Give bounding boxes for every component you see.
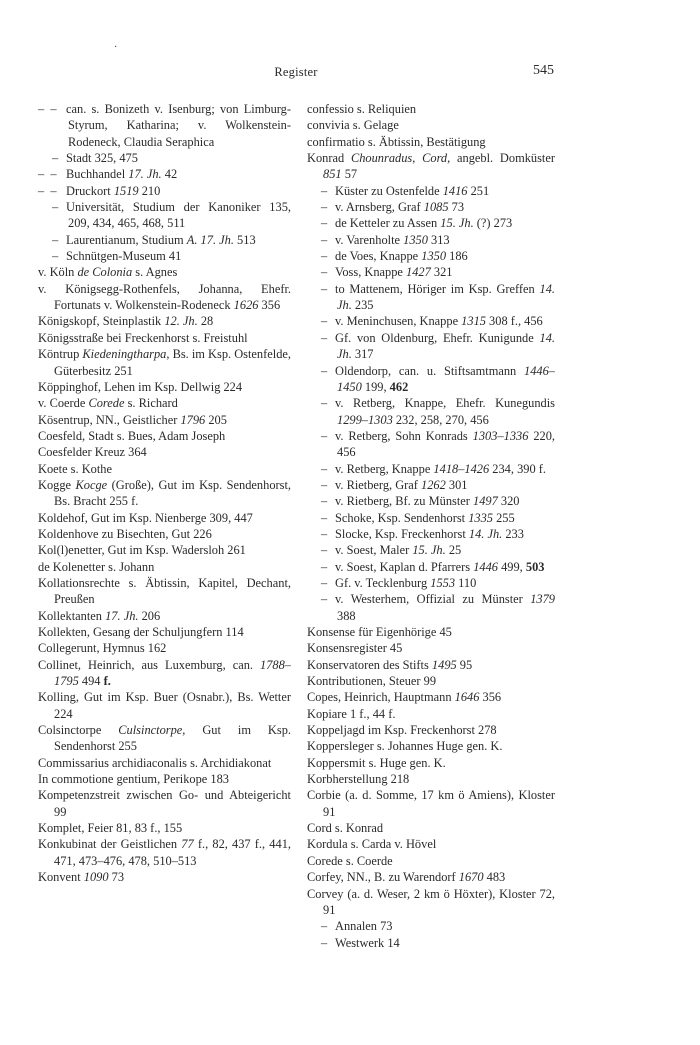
index-entry: – v. Arnsberg, Graf 1085 73	[321, 200, 465, 215]
index-entry: Cord s. Konrad	[307, 821, 384, 836]
dash-marker: –	[321, 494, 328, 509]
index-entry: – v. Retberg, Sohn Konrads 1303–1336 220, 456	[321, 428, 556, 460]
index-entry: – Laurentianum, Studium A. 17. Jh. 513	[52, 232, 256, 247]
index-entry: – – Druckort 1519 210	[38, 183, 161, 198]
index-entry: Korbherstellung 218	[307, 772, 410, 787]
index-entry: – Westwerk 14	[321, 935, 400, 950]
index-entry: Königsstraße bei Freckenhorst s. Freistuhl	[38, 330, 248, 345]
index-entry: Konservatoren des Stifts 1495 95	[307, 657, 473, 672]
index-entry: de Kolenetter s. Johann	[38, 559, 155, 574]
index-entry: Commissarius archidiaconalis s. Archidiakonat	[38, 755, 272, 770]
index-entry: Koppersmit s. Huge gen. K.	[307, 755, 446, 770]
index-entry: – de Ketteler zu Assen 15. Jh. (?) 273	[321, 216, 513, 231]
index-entry: Köntrup Kiedeningtharpa, Bs. im Ksp. Ostenfelde, Güterbesitz 251	[38, 347, 291, 378]
page-title: Register	[274, 65, 318, 79]
index-entry: v. Köln de Colonia s. Agnes	[38, 265, 178, 280]
index-entry: Kogge Kocge (Große), Gut im Ksp. Sendenhorst, Bs. Bracht 255 f.	[38, 477, 292, 509]
dash-marker: –	[321, 330, 328, 345]
index-entry: Colsinctorpe Culsinctorpe, Gut im Ksp. Sendenhorst 255	[38, 723, 291, 754]
index-entry: – v. Meninchusen, Knappe 1315 308 f., 456	[321, 314, 543, 329]
index-entry: Kordula s. Carda v. Hövel	[307, 837, 437, 852]
index-entry: – Schoke, Ksp. Sendenhorst 1335 255	[321, 510, 515, 525]
index-entry: Kollationsrechte s. Äbtissin, Kapitel, Dechant, Preußen	[38, 575, 291, 607]
index-entry: Copes, Heinrich, Hauptmann 1646 356	[307, 690, 502, 705]
dash-marker: –	[321, 919, 328, 934]
index-entry: Konsense für Eigenhörige 45	[307, 625, 452, 639]
index-entry: Koete s. Kothe	[38, 461, 112, 476]
index-entry: – Stadt 325, 475	[52, 151, 138, 166]
dash-marker: –	[321, 428, 328, 443]
dash-marker: –	[321, 232, 328, 247]
index-entry: – v. Rietberg, Graf 1262 301	[321, 477, 468, 492]
index-entry: Konkubinat der Geistlichen 77 f., 82, 437 f., 441, 471, 473–476, 478, 510–513	[38, 837, 291, 868]
index-entry: – Universität, Studium der Kanoniker 135, 209, 434, 465, 468, 511	[52, 200, 291, 231]
index-entry: Kopiare 1 f., 44 f.	[307, 706, 396, 721]
index-entry: Kol(l)enetter, Gut im Ksp. Wadersloh 261	[38, 543, 246, 558]
index-entry: Konrad Chounradus, Cord, angebl. Domküster 851 57	[307, 151, 555, 182]
index-entry: Koppeljagd im Ksp. Freckenhorst 278	[307, 723, 497, 738]
index-entry: Kösentrup, NN., Geistlicher 1796 205	[38, 412, 227, 427]
index-entry: – de Voes, Knappe 1350 186	[321, 249, 468, 264]
index-entry: Koldehof, Gut im Ksp. Nienberge 309, 447	[38, 510, 253, 525]
dash-marker: –	[321, 396, 328, 411]
index-entry: Corfey, NN., B. zu Warendorf 1670 483	[307, 870, 506, 885]
index-entry: – Voss, Knappe 1427 321	[321, 265, 453, 280]
index-entry: v. Coerde Corede s. Richard	[38, 396, 178, 411]
page-number: 545	[533, 63, 554, 78]
dash-marker: –	[52, 232, 59, 247]
index-entry: Collegerunt, Hymnus 162	[38, 641, 167, 656]
index-entry: Kontributionen, Steuer 99	[307, 674, 437, 689]
dash-marker: –	[321, 477, 328, 492]
index-entry: – v. Retberg, Knappe 1418–1426 234, 390 f.	[321, 461, 546, 476]
index-column-right	[307, 101, 555, 951]
index-entry: – to Mattenem, Höriger im Ksp. Greffen 14. Jh. 235	[321, 281, 555, 313]
index-entry: – Gf. v. Tecklenburg 1553 110	[321, 575, 477, 590]
index-entry: – – Buchhandel 17. Jh. 42	[38, 167, 178, 182]
dash-marker: –	[321, 265, 328, 280]
index-entry: – v. Westerhem, Offizial zu Münster 1379 388	[321, 592, 555, 623]
index-entry: – v. Soest, Kaplan d. Pfarrers 1446 499, 503	[321, 559, 545, 574]
dash-marker: –	[52, 151, 59, 166]
index-entry: – Gf. von Oldenburg, Ehefr. Kunigunde 14. Jh. 317	[321, 330, 555, 362]
dash-marker: – –	[38, 167, 57, 182]
index-entry: – – can. s. Bonizeth v. Isenburg; von Limburg-Styrum, Katharina; v. Wolkenstein-Rodeneck, Claudia Seraphica	[38, 102, 291, 149]
dash-marker: –	[321, 510, 328, 525]
index-entry: Coesfelder Kreuz 364	[38, 445, 147, 460]
dash-marker: –	[321, 314, 328, 329]
index-entry: Coesfeld, Stadt s. Bues, Adam Joseph	[38, 428, 226, 443]
dash-marker: –	[52, 200, 59, 215]
index-entry: confessio s. Reliquien	[307, 102, 417, 116]
dash-marker: – –	[38, 102, 57, 116]
index-entry: Königskopf, Steinplastik 12. Jh. 28	[38, 314, 214, 329]
index-entry: Kolling, Gut im Ksp. Buer (Osnabr.), Bs. Wetter 224	[38, 690, 291, 721]
dash-marker: –	[321, 559, 328, 574]
dash-marker: –	[321, 183, 328, 198]
index-entry: Kollektanten 17. Jh. 206	[38, 608, 161, 623]
dash-marker: –	[52, 249, 59, 264]
dash-marker: –	[321, 200, 328, 215]
dash-marker: –	[321, 281, 328, 296]
index-entry: Konsensregister 45	[307, 641, 403, 656]
index-column-left	[38, 101, 291, 886]
dash-marker: –	[321, 575, 328, 590]
index-entry: v. Königsegg-Rothenfels, Johanna, Ehefr. Fortunats v. Wolkenstein-Rodeneck 1626 356	[38, 281, 291, 313]
index-entry: Kompetenzstreit zwischen Go- und Abteigericht 99	[38, 788, 291, 819]
index-entry: Koppersleger s. Johannes Huge gen. K.	[307, 739, 503, 754]
index-entry: Konvent 1090 73	[38, 870, 125, 885]
index-entry: Koldenhove zu Bisechten, Gut 226	[38, 526, 212, 541]
index-entry: – Annalen 73	[321, 919, 393, 934]
index-entry: In commotione gentium, Perikope 183	[38, 772, 229, 787]
dash-marker: –	[321, 592, 328, 607]
index-entry: Corvey (a. d. Weser, 2 km ö Höxter), Kloster 72, 91	[307, 886, 555, 917]
index-entry: Köppinghof, Lehen im Ksp. Dellwig 224	[38, 379, 243, 394]
index-entry: – v. Soest, Maler 15. Jh. 25	[321, 543, 462, 558]
index-entry: confirmatio s. Äbtissin, Bestätigung	[307, 134, 486, 149]
dash-marker: –	[321, 216, 328, 231]
dash-marker: –	[321, 363, 328, 378]
index-entry: Corede s. Coerde	[307, 853, 393, 868]
dash-marker: –	[321, 526, 328, 541]
dash-marker: –	[321, 543, 328, 558]
index-entry: – v. Retberg, Knappe, Ehefr. Kunegundis 1299–1303 232, 258, 270, 456	[321, 396, 555, 427]
page-marker-dot: ·	[114, 42, 118, 53]
running-header	[38, 64, 554, 82]
dash-marker: –	[321, 935, 328, 950]
index-entry: Collinet, Heinrich, aus Luxemburg, can. 1788–1795 494 f.	[38, 657, 291, 689]
index-entry: – Slocke, Ksp. Freckenhorst 14. Jh. 233	[321, 526, 524, 541]
dash-marker: – –	[38, 183, 57, 198]
index-entry: – v. Varenholte 1350 313	[321, 232, 450, 247]
index-entry: Corbie (a. d. Somme, 17 km ö Amiens), Kloster 91	[307, 788, 555, 819]
index-entry: Kollekten, Gesang der Schuljungfern 114	[38, 625, 244, 639]
index-entry: – v. Rietberg, Bf. zu Münster 1497 320	[321, 494, 520, 509]
index-entry: – Schnütgen-Museum 41	[52, 249, 182, 264]
index-entry: – Küster zu Ostenfelde 1416 251	[321, 183, 490, 198]
dash-marker: –	[321, 249, 328, 264]
index-entry: – Oldendorp, can. u. Stiftsamtmann 1446–1450 199, 462	[321, 363, 555, 394]
dash-marker: –	[321, 461, 328, 476]
index-entry: Komplet, Feier 81, 83 f., 155	[38, 821, 183, 836]
index-entry: convivia s. Gelage	[307, 118, 399, 133]
